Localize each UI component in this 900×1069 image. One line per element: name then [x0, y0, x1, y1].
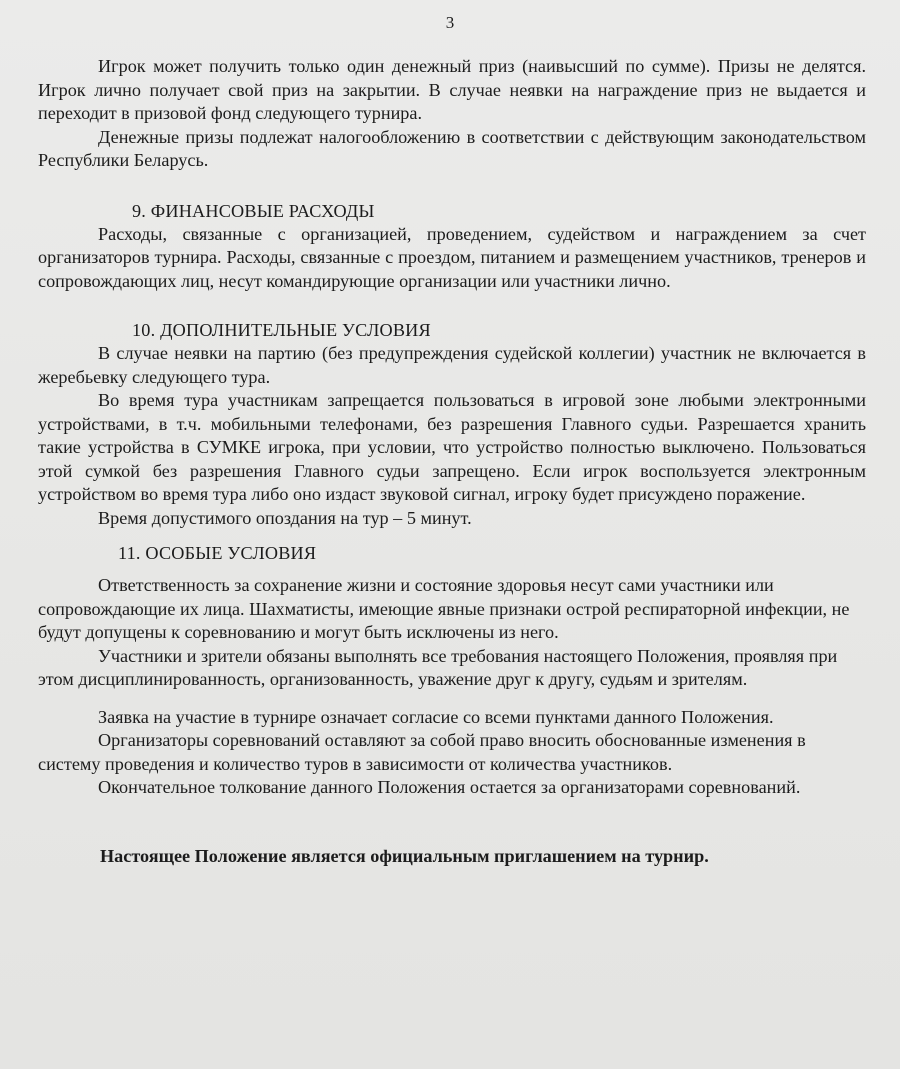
paragraph: Ответственность за сохранение жизни и состояние здоровья несут сами участники или сопровождающие их лица. Шахматисты, имеющие явные признаки острой респираторной инфекции, не будут допущены к соревнованию и могут быть исключены из него.	[38, 575, 850, 642]
section-heading-11: 11. ОСОБЫЕ УСЛОВИЯ	[118, 543, 317, 563]
page-number: 3	[445, 13, 455, 32]
paragraph: Организаторы соревнований оставляют за собой право вносить обоснованные изменения в систему проведения и количество туров в зависимости от количества участников.	[38, 730, 806, 774]
document-body	[38, 55, 866, 868]
section-heading-9: 9. ФИНАНСОВЫЕ РАСХОДЫ	[132, 200, 375, 221]
paragraph: Денежные призы подлежат налогообложению в соответствии с действующим законодательством Республики Беларусь.	[38, 126, 866, 170]
paragraph: Игрок может получить только один денежный приз (наивысший по сумме). Призы не делятся. Игрок лично получает свой приз на закрытии. В случае неявки на награждение приз не выдается и переходит в призовой фонд следующего турнира.	[38, 56, 866, 123]
paragraph: В случае неявки на партию (без предупреждения судейской коллегии) участник не включается в жеребьевку следующего тура.	[38, 343, 866, 387]
paragraph: Во время тура участникам запрещается пользоваться в игровой зоне любыми электронными устройствами, в т.ч. мобильными телефонами, без разрешения Главного судьи. Разрешается хранить такие устройства в СУМКЕ игрока, при условии, что устройство полностью выключено. Пользоваться этой сумкой без разрешения Главного судьи запрещено. Если игрок воспользуется электронным устройством во время тура либо оно издаст звуковой сигнал, игроку будет присуждено поражение.	[38, 390, 866, 504]
paragraph: Заявка на участие в турнире означает согласие со всеми пунктами данного Положения.	[98, 706, 774, 727]
paragraph: Окончательное толкование данного Положения остается за организаторами соревнований.	[98, 777, 801, 797]
paragraph: Участники и зрители обязаны выполнять все требования настоящего Положения, проявляя при этом дисциплинированность, организованность, уважение друг к другу, судьям и зрителям.	[38, 645, 838, 689]
paragraph: Расходы, связанные с организацией, проведением, судейством и награждением за счет организаторов турнира. Расходы, связанные с проездом, питанием и размещением участников, тренеров и сопровождающих лиц, несут командирующие организации или участники лично.	[38, 223, 866, 291]
section-heading-10: 10. ДОПОЛНИТЕЛЬНЫЕ УСЛОВИЯ	[132, 320, 431, 340]
final-statement: Настоящее Положение является официальным приглашением на турнир.	[100, 845, 709, 866]
paragraph: Время допустимого опоздания на тур – 5 минут.	[98, 507, 472, 528]
